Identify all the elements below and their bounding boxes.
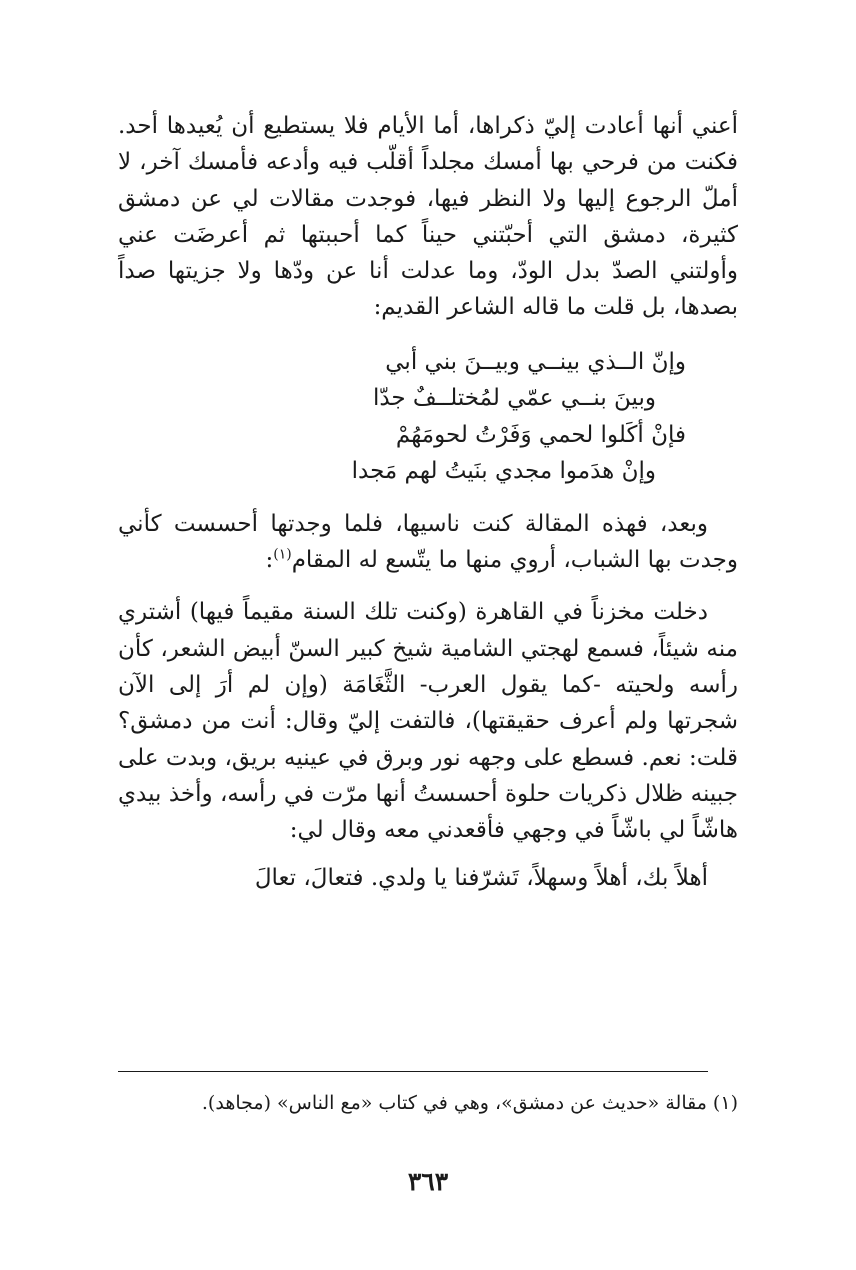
poem-line-2: وبينَ بنــي عمّي لمُختلــفٌ جدّا bbox=[372, 385, 656, 412]
poem-line-3: فإنْ أكَلوا لحمي وَفَرْتُ لحومَهُمْ bbox=[395, 421, 686, 448]
page-body bbox=[118, 108, 738, 897]
paragraph-4: أهلاً بك، أهلاً وسهلاً، تَشرّفنا يا ولدي. فتعالَ، تعالَ bbox=[254, 865, 708, 892]
paragraph-2-text: وبعد، فهذه المقالة كنت ناسيها، فلما وجدتها أحسست كأني وجدت بها الشباب، أروي منها ما يتّسع له المقام bbox=[118, 510, 738, 574]
footnote-divider bbox=[118, 1071, 708, 1072]
poem bbox=[118, 344, 738, 490]
poem-line-1: وإنّ الــذي بينــي وبيــنَ بني أبي bbox=[385, 348, 686, 375]
paragraph-1: أعني أنها أعادت إليّ ذكراها، أما الأيام فلا يستطيع أن يُعيدها أحد. فكنت من فرحي بها أمسك مجلداً أقلّب فيه وأدعه فأمسك آخر، لا أملّ الرجوع إليها ولا النظر فيها، فوجدت مقالات لي عن دمشق كثيرة، دمشق التي أحبّتني حيناً كما أحببتها ثم أعرضَت عني وأولتني الصدّ بدل الودّ، وما عدلت أنا عن ودّها ولا جزيتها صداً بصدها، بل قلت ما قاله الشاعر القديم: bbox=[118, 113, 738, 321]
paragraph-2 bbox=[118, 506, 738, 579]
page-number: ٣٦٣ bbox=[407, 1167, 449, 1196]
footnote: (١) مقالة «حديث عن دمشق»، وهي في كتاب «مع الناس» (مجاهد). bbox=[201, 1092, 738, 1114]
footnote-reference[interactable]: (١) bbox=[273, 546, 292, 563]
poem-line-4: وإنْ هدَموا مجدي بنَيتُ لهم مَجدا bbox=[351, 458, 656, 485]
paragraph-2-end: : bbox=[265, 547, 274, 574]
paragraph-3: دخلت مخزناً في القاهرة (وكنت تلك السنة مقيماً فيها) أشتري منه شيئاً، فسمع لهجتي الشامية شيخ كبير السنّ أبيض الشعر، كأن رأسه ولحيته -كما يقول العرب- الثَّغَامَة (وإن لم أرَ إلى الآن شجرتها ولم أعرف حقيقتها)، فالتفت إليّ وقال: أنت من دمشق؟ قلت: نعم. فسطع على وجهه نور وبرق في عينيه بريق، وبدت على جبينه ظلال ذكريات حلوة أحسستُ أنها مرّت في رأسه، وأخذ بيدي هاشّاً لي باشّاً في وجهي فأقعدني معه وقال لي: bbox=[118, 599, 738, 844]
